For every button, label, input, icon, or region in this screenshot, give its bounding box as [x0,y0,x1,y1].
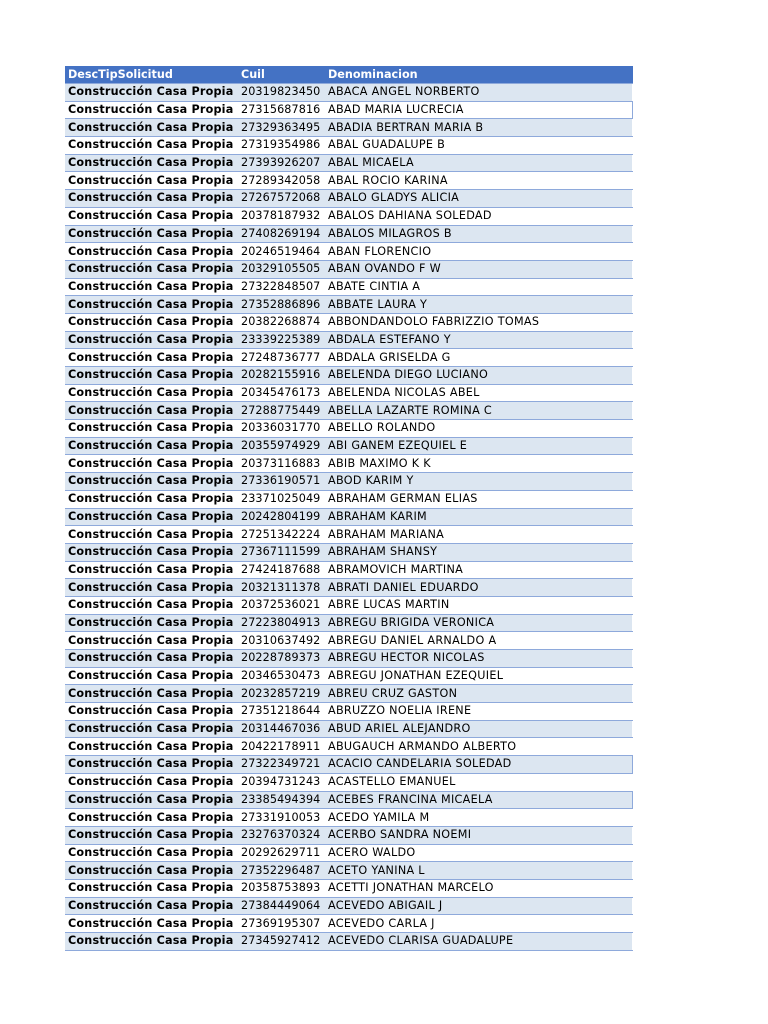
table-row[interactable] [65,101,633,119]
cell-desctipsolicitud[interactable]: Construcción Casa Propia [65,561,236,579]
cell-desctipsolicitud[interactable]: Construcción Casa Propia [65,809,236,827]
solicitudes-table [65,66,633,951]
cell-cuil[interactable]: 20345476173 [236,384,325,402]
cell-denominacion[interactable]: ABRAHAM GERMAN ELIAS [325,490,633,508]
table-row[interactable] [65,703,633,721]
cell-desctipsolicitud[interactable]: Construcción Casa Propia [65,791,236,809]
cell-cuil[interactable]: 23385494394 [236,791,325,809]
cell-desctipsolicitud[interactable]: Construcción Casa Propia [65,367,236,385]
cell-denominacion[interactable]: ABELENDA DIEGO LUCIANO [325,367,633,385]
cell-desctipsolicitud[interactable]: Construcción Casa Propia [65,756,236,774]
table-row[interactable] [65,915,633,933]
cell-denominacion[interactable]: ABREGU BRIGIDA VERONICA [325,614,633,632]
cell-cuil[interactable]: 27267572068 [236,190,325,208]
table-row[interactable] [65,809,633,827]
cell-denominacion[interactable]: ACERBO SANDRA NOEMI [325,826,633,844]
table-row[interactable] [65,154,633,172]
cell-cuil[interactable]: 20246519464 [236,243,325,261]
table-row[interactable] [65,402,633,420]
table-row[interactable] [65,650,633,668]
cell-cuil[interactable]: 20314467036 [236,720,325,738]
cell-cuil[interactable]: 20232857219 [236,685,325,703]
cell-desctipsolicitud[interactable]: Construcción Casa Propia [65,526,236,544]
cell-denominacion[interactable]: ABALOS DAHIANA SOLEDAD [325,207,633,225]
cell-cuil[interactable]: 20346530473 [236,667,325,685]
cell-denominacion[interactable]: ABRAHAM SHANSY [325,543,633,561]
cell-cuil[interactable]: 23276370324 [236,826,325,844]
table-row[interactable] [65,296,633,314]
table-row[interactable] [65,437,633,455]
cell-denominacion[interactable]: ABREU CRUZ GASTON [325,685,633,703]
cell-desctipsolicitud[interactable]: Construcción Casa Propia [65,278,236,296]
table-row[interactable] [65,137,633,155]
cell-cuil[interactable]: 27352886896 [236,296,325,314]
cell-cuil[interactable]: 20292629711 [236,844,325,862]
table-body [65,84,633,951]
column-header-denominacion[interactable]: Denominacion [325,66,633,84]
cell-desctipsolicitud[interactable]: Construcción Casa Propia [65,190,236,208]
cell-denominacion[interactable]: ABACA ANGEL NORBERTO [325,84,633,102]
cell-cuil[interactable]: 20372536021 [236,596,325,614]
cell-cuil[interactable]: 27289342058 [236,172,325,190]
table-row[interactable] [65,84,633,102]
cell-cuil[interactable]: 27331910053 [236,809,325,827]
cell-denominacion[interactable]: ACETTI JONATHAN MARCELO [325,879,633,897]
column-header-cuil[interactable]: Cuil [236,66,325,84]
cell-denominacion[interactable]: ABREGU JONATHAN EZEQUIEL [325,667,633,685]
cell-cuil[interactable]: 27408269194 [236,225,325,243]
table-row[interactable] [65,685,633,703]
table-row[interactable] [65,897,633,915]
cell-desctipsolicitud[interactable]: Construcción Casa Propia [65,473,236,491]
cell-denominacion[interactable]: ABADIA BERTRAN MARIA B [325,119,633,137]
cell-desctipsolicitud[interactable]: Construcción Casa Propia [65,579,236,597]
table-row[interactable] [65,773,633,791]
cell-desctipsolicitud[interactable]: Construcción Casa Propia [65,543,236,561]
cell-cuil[interactable]: 20282155916 [236,367,325,385]
table-header-row [65,66,633,84]
cell-cuil[interactable]: 27322848507 [236,278,325,296]
cell-cuil[interactable]: 27424187688 [236,561,325,579]
cell-desctipsolicitud[interactable]: Construcción Casa Propia [65,119,236,137]
cell-denominacion[interactable]: ABAD MARIA LUCRECIA [325,101,633,119]
table-row[interactable] [65,207,633,225]
table-row[interactable] [65,508,633,526]
cell-denominacion[interactable]: ACETO YANINA L [325,862,633,880]
table-row[interactable] [65,862,633,880]
cell-denominacion[interactable]: ABRUZZO NOELIA IRENE [325,703,633,721]
table-row[interactable] [65,756,633,774]
cell-desctipsolicitud[interactable]: Construcción Casa Propia [65,313,236,331]
table-row[interactable] [65,543,633,561]
cell-cuil[interactable]: 27251342224 [236,526,325,544]
cell-cuil[interactable]: 20422178911 [236,738,325,756]
cell-desctipsolicitud[interactable]: Construcción Casa Propia [65,632,236,650]
cell-desctipsolicitud[interactable]: Construcción Casa Propia [65,349,236,367]
cell-denominacion[interactable]: ABATE CINTIA A [325,278,633,296]
table-row[interactable] [65,596,633,614]
cell-desctipsolicitud[interactable]: Construcción Casa Propia [65,879,236,897]
cell-cuil[interactable]: 27369195307 [236,915,325,933]
table-row[interactable] [65,172,633,190]
cell-cuil[interactable]: 27384449064 [236,897,325,915]
cell-cuil[interactable]: 20242804199 [236,508,325,526]
cell-desctipsolicitud[interactable]: Construcción Casa Propia [65,243,236,261]
cell-cuil[interactable]: 20310637492 [236,632,325,650]
cell-desctipsolicitud[interactable]: Construcción Casa Propia [65,738,236,756]
cell-desctipsolicitud[interactable]: Construcción Casa Propia [65,933,236,951]
cell-cuil[interactable]: 23339225389 [236,331,325,349]
table-row[interactable] [65,526,633,544]
cell-denominacion[interactable]: ABRATI DANIEL EDUARDO [325,579,633,597]
table-row[interactable] [65,614,633,632]
cell-denominacion[interactable]: ABOD KARIM Y [325,473,633,491]
table-row[interactable] [65,720,633,738]
cell-denominacion[interactable]: ABRAHAM MARIANA [325,526,633,544]
cell-cuil[interactable]: 27336190571 [236,473,325,491]
cell-denominacion[interactable]: ABAL GUADALUPE B [325,137,633,155]
cell-cuil[interactable]: 20382268874 [236,313,325,331]
cell-denominacion[interactable]: ABREGU HECTOR NICOLAS [325,650,633,668]
cell-desctipsolicitud[interactable]: Construcción Casa Propia [65,84,236,102]
table-row[interactable] [65,349,633,367]
cell-denominacion[interactable]: ACERO WALDO [325,844,633,862]
cell-desctipsolicitud[interactable]: Construcción Casa Propia [65,331,236,349]
table-row[interactable] [65,420,633,438]
table-row[interactable] [65,473,633,491]
cell-desctipsolicitud[interactable]: Construcción Casa Propia [65,773,236,791]
cell-desctipsolicitud[interactable]: Construcción Casa Propia [65,260,236,278]
cell-denominacion[interactable]: ABUGAUCH ARMANDO ALBERTO [325,738,633,756]
table-row[interactable] [65,278,633,296]
cell-denominacion[interactable]: ABIB MAXIMO K K [325,455,633,473]
cell-desctipsolicitud[interactable]: Construcción Casa Propia [65,720,236,738]
cell-desctipsolicitud[interactable]: Construcción Casa Propia [65,897,236,915]
cell-denominacion[interactable]: ACEVEDO ABIGAIL J [325,897,633,915]
cell-cuil[interactable]: 23371025049 [236,490,325,508]
cell-desctipsolicitud[interactable]: Construcción Casa Propia [65,703,236,721]
table-row[interactable] [65,490,633,508]
cell-denominacion[interactable]: ABRE LUCAS MARTIN [325,596,633,614]
cell-cuil[interactable]: 27288775449 [236,402,325,420]
cell-cuil[interactable]: 20336031770 [236,420,325,438]
table-row[interactable] [65,844,633,862]
cell-desctipsolicitud[interactable]: Construcción Casa Propia [65,225,236,243]
cell-desctipsolicitud[interactable]: Construcción Casa Propia [65,685,236,703]
cell-desctipsolicitud[interactable]: Construcción Casa Propia [65,101,236,119]
cell-denominacion[interactable]: ABAL ROCIO KARINA [325,172,633,190]
table-row[interactable] [65,879,633,897]
cell-cuil[interactable]: 27351218644 [236,703,325,721]
cell-desctipsolicitud[interactable]: Construcción Casa Propia [65,508,236,526]
cell-cuil[interactable]: 20373116883 [236,455,325,473]
cell-denominacion[interactable]: ABDALA GRISELDA G [325,349,633,367]
table-row[interactable] [65,313,633,331]
cell-denominacion[interactable]: ABBONDANDOLO FABRIZZIO TOMAS [325,313,633,331]
cell-desctipsolicitud[interactable]: Construcción Casa Propia [65,844,236,862]
cell-denominacion[interactable]: ABRAHAM KARIM [325,508,633,526]
cell-denominacion[interactable]: ACEVEDO CLARISA GUADALUPE [325,933,633,951]
cell-denominacion[interactable]: ABUD ARIEL ALEJANDRO [325,720,633,738]
column-header-desctipsolicitud[interactable]: DescTipSolicitud [65,66,236,84]
cell-cuil[interactable]: 27319354986 [236,137,325,155]
table-row[interactable] [65,579,633,597]
table-row[interactable] [65,119,633,137]
cell-desctipsolicitud[interactable]: Construcción Casa Propia [65,384,236,402]
cell-desctipsolicitud[interactable]: Construcción Casa Propia [65,402,236,420]
table-row[interactable] [65,561,633,579]
cell-cuil[interactable]: 20228789373 [236,650,325,668]
cell-desctipsolicitud[interactable]: Construcción Casa Propia [65,455,236,473]
cell-desctipsolicitud[interactable]: Construcción Casa Propia [65,490,236,508]
cell-denominacion[interactable]: ABBATE LAURA Y [325,296,633,314]
table-row[interactable] [65,367,633,385]
table-row[interactable] [65,331,633,349]
cell-denominacion[interactable]: ACEDO YAMILA M [325,809,633,827]
cell-cuil[interactable]: 20378187932 [236,207,325,225]
cell-cuil[interactable]: 27393926207 [236,154,325,172]
cell-cuil[interactable]: 20358753893 [236,879,325,897]
cell-cuil[interactable]: 27352296487 [236,862,325,880]
cell-desctipsolicitud[interactable]: Construcción Casa Propia [65,137,236,155]
cell-desctipsolicitud[interactable]: Construcción Casa Propia [65,915,236,933]
cell-cuil[interactable]: 20394731243 [236,773,325,791]
cell-desctipsolicitud[interactable]: Construcción Casa Propia [65,296,236,314]
cell-denominacion[interactable]: ACASTELLO EMANUEL [325,773,633,791]
table-row[interactable] [65,738,633,756]
cell-denominacion[interactable]: ABALOS MILAGROS B [325,225,633,243]
cell-desctipsolicitud[interactable]: Construcción Casa Propia [65,826,236,844]
cell-cuil[interactable]: 27223804913 [236,614,325,632]
table-row[interactable] [65,384,633,402]
cell-desctipsolicitud[interactable]: Construcción Casa Propia [65,862,236,880]
cell-desctipsolicitud[interactable]: Construcción Casa Propia [65,614,236,632]
cell-denominacion[interactable]: ABELENDA NICOLAS ABEL [325,384,633,402]
cell-denominacion[interactable]: ABREGU DANIEL ARNALDO A [325,632,633,650]
table-row[interactable] [65,667,633,685]
cell-desctipsolicitud[interactable]: Construcción Casa Propia [65,420,236,438]
table-row[interactable] [65,632,633,650]
cell-cuil[interactable]: 27322349721 [236,756,325,774]
cell-denominacion[interactable]: ABAL MICAELA [325,154,633,172]
cell-denominacion[interactable]: ABAN FLORENCIO [325,243,633,261]
table-row[interactable] [65,225,633,243]
cell-denominacion[interactable]: ACEBES FRANCINA MICAELA [325,791,633,809]
cell-cuil[interactable]: 27329363495 [236,119,325,137]
cell-desctipsolicitud[interactable]: Construcción Casa Propia [65,596,236,614]
cell-cuil[interactable]: 20319823450 [236,84,325,102]
cell-denominacion[interactable]: ABELLO ROLANDO [325,420,633,438]
table-row[interactable] [65,260,633,278]
cell-denominacion[interactable]: ABI GANEM EZEQUIEL E [325,437,633,455]
cell-cuil[interactable]: 27315687816 [236,101,325,119]
cell-denominacion[interactable]: ABDALA ESTEFANO Y [325,331,633,349]
cell-desctipsolicitud[interactable]: Construcción Casa Propia [65,154,236,172]
table-row[interactable] [65,455,633,473]
cell-cuil[interactable]: 20355974929 [236,437,325,455]
cell-denominacion[interactable]: ABALO GLADYS ALICIA [325,190,633,208]
table-row[interactable] [65,190,633,208]
cell-desctipsolicitud[interactable]: Construcción Casa Propia [65,207,236,225]
table-row[interactable] [65,791,633,809]
table-row[interactable] [65,933,633,951]
cell-cuil[interactable]: 27367111599 [236,543,325,561]
cell-denominacion[interactable]: ABRAMOVICH MARTINA [325,561,633,579]
table-row[interactable] [65,243,633,261]
cell-desctipsolicitud[interactable]: Construcción Casa Propia [65,172,236,190]
cell-denominacion[interactable]: ACEVEDO CARLA J [325,915,633,933]
cell-desctipsolicitud[interactable]: Construcción Casa Propia [65,650,236,668]
cell-cuil[interactable]: 27248736777 [236,349,325,367]
cell-denominacion[interactable]: ACACIO CANDELARIA SOLEDAD [325,756,633,774]
table-row[interactable] [65,826,633,844]
cell-cuil[interactable]: 27345927412 [236,933,325,951]
cell-desctipsolicitud[interactable]: Construcción Casa Propia [65,437,236,455]
cell-cuil[interactable]: 20329105505 [236,260,325,278]
cell-desctipsolicitud[interactable]: Construcción Casa Propia [65,667,236,685]
cell-denominacion[interactable]: ABELLA LAZARTE ROMINA C [325,402,633,420]
cell-denominacion[interactable]: ABAN OVANDO F W [325,260,633,278]
cell-cuil[interactable]: 20321311378 [236,579,325,597]
